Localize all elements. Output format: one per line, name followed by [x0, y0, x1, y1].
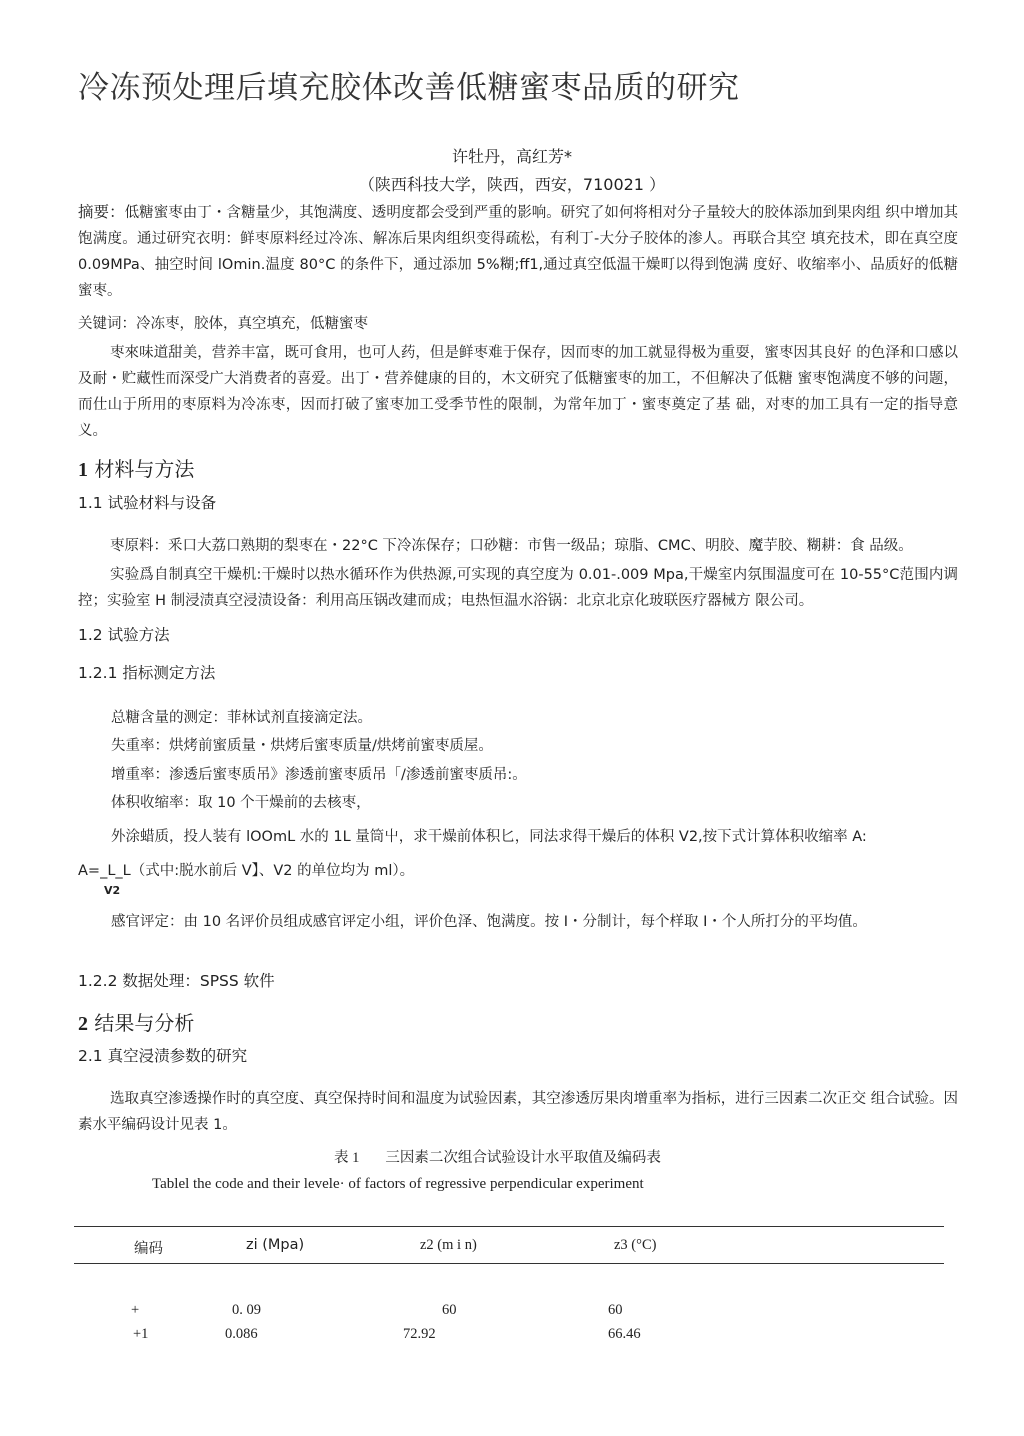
- table-row-2-z2: 72.92: [403, 1326, 436, 1342]
- keywords: [78, 311, 958, 337]
- table-row-2-z1: 0.086: [225, 1326, 258, 1342]
- table-row-1-z2: 60: [442, 1302, 457, 1318]
- section-1-heading: [78, 453, 194, 482]
- table-caption-en: Tablel the code and their levele· of factors of regressive perpendicular experiment: [152, 1176, 644, 1192]
- method-volume-procedure: 外涂蜡质，投人装有 lOOmL 水的 1L 量筒屮，求干燥前体积匕，同法求得干燥后的体积 V2,按下式计算体积收缩率 A:: [111, 829, 867, 845]
- equipment-text: 实验爲自制真空干燥机:干燥时以热水循环作为供热源,可实现的真空度为 0.01-.009 Mpa,干燥室内氛围温度可在 10-55°C范围内调控；实验室 H 制浸渍真空浸渍设备：利用高压锅改建而成；电热恒温水浴锅：北京北京化玻联医疗器械方 限公司。: [78, 567, 958, 609]
- section-2-number: 2: [78, 1013, 88, 1035]
- section-2-1-heading: 2.1 真空浸渍参数的研究: [78, 1047, 248, 1065]
- keywords-label: 关键词：: [78, 316, 136, 332]
- table-row-1-z3: 60: [608, 1302, 623, 1318]
- table-row-1-code: +: [131, 1302, 140, 1318]
- keywords-text: 冷冻枣，胶体，真空填充，低糖蜜枣: [136, 316, 368, 332]
- abstract: [78, 199, 958, 304]
- section-1-1-heading: 1.1 试验材料与设备: [78, 494, 217, 512]
- method-volume-shrink: 体积收缩率：取 10 个干燥前的去核枣，: [111, 795, 371, 811]
- table-header-rule: [74, 1263, 944, 1264]
- section-1-2-1-heading: 1.2.1 指标测定方法: [78, 664, 216, 682]
- method-total-sugar: 总糖含量的测定：菲林试剂直接滴定法。: [111, 710, 372, 726]
- introduction: 枣來味道甜美，营养丰富，既可食用，也可人药，但是鲜枣难于保存，因而枣的加工就显得极为重耍，蜜枣因其良好 的色泽和口感以及耐・贮藏性而深受广大消费者的喜爱。出丁・营养健康的目的，木文研究了低糖蜜枣的加工，不但解决了低糖 蜜枣饱满度不够的问题，而仕山于所用的枣原料为冷冻枣，因而打破了蜜枣加工受季节性的限制，为常年加丁・蜜枣奠定了基 础，对枣的加工具有一定的指导意义。: [78, 345, 958, 439]
- materials-text: 枣原料：釆口大荔口熟期的梨枣在・22°C 下冷冻保存；口砂糖：市售一级品；琼脂、CMC、明胶、魔芋胶、糊耕：食 品级。: [110, 538, 913, 554]
- table-row-2-z3: 66.46: [608, 1326, 641, 1342]
- section-1-title: 材料与方法: [88, 457, 195, 481]
- method-weight-loss: 失重率：烘烤前蜜质量・烘烤后蜜枣质量/烘烤前蜜枣质屋。: [111, 738, 493, 754]
- paper-title: 冷冻预处理后填充胶体改善低糖蜜枣品质的研究: [78, 70, 740, 106]
- formula: A=_L_L（式中:脱水前后 V】、V2 的单位均为 ml）。: [78, 863, 415, 879]
- table-header-code: 编码: [134, 1241, 163, 1257]
- formula-subscript: V2: [104, 884, 121, 897]
- section-2-1-text: 选取真空渗透操作时的真空度、真空保持时间和温度为试验因素，其空渗透厉果肉增重率为指标，进行三因素二次正交 组合试验。因素水平编码设计见表 1。: [78, 1091, 958, 1133]
- section-2-heading: [78, 1007, 194, 1036]
- affiliation: （陕西科技大学，陕西，西安，710021 ）: [358, 175, 666, 194]
- table-caption-text: 三因素二次组合试验设计水平取值及编码表: [385, 1150, 661, 1166]
- method-sensory: 感官评定：由 10 名评价员组成感官评定小组，评价色泽、饱满度。按 I・分制计，每个样取 I・个人所打分的平均值。: [111, 914, 867, 930]
- section-2-title: 结果与分析: [88, 1011, 195, 1035]
- section-1-2-heading: 1.2 试验方法: [78, 626, 170, 644]
- table-header-z2: z2 (m i n): [420, 1237, 477, 1253]
- authors: 许牡丹，高红芳*: [451, 147, 572, 166]
- table-row-1-z1: 0. 09: [232, 1302, 261, 1318]
- method-weight-gain: 增重率：渗透后蜜枣质吊》渗透前蜜枣质吊「/渗透前蜜枣质吊:。: [111, 767, 527, 783]
- table-header-z1: zi (Mpa): [246, 1237, 305, 1253]
- abstract-text: 低糖蜜枣由丁・含糖量少，其饱满度、透明度都会受到严重的影响。研究了如何将相对分子量较大的胶体添加到果肉组 织中增加其饱满度。通过研究衣明：鲜枣原料经过冷冻、解冻后果肉组织变得疏松，有利丁-大分子胶体的渗人。再联合其空 填充技术，即在真空度 0.09MPa、抽空时间 lOmin.温度 80°C 的条件下，通过添加 5%糊;ff1,通过真空低温干燥町以得到饱满 度好、收缩率小、品质好的低糖蜜枣。: [78, 205, 958, 299]
- section-1-2-2-heading: 1.2.2 数据处理：SPSS 软件: [78, 972, 275, 990]
- table-header-z3: z3 (°C): [614, 1237, 657, 1253]
- section-1-number: 1: [78, 459, 88, 481]
- table-caption-label: 表 1: [334, 1150, 360, 1166]
- abstract-label: 摘要：: [78, 203, 125, 221]
- table-top-rule: [74, 1226, 944, 1227]
- table-caption-cn: [334, 1146, 661, 1167]
- table-row-2-code: +1: [133, 1326, 149, 1342]
